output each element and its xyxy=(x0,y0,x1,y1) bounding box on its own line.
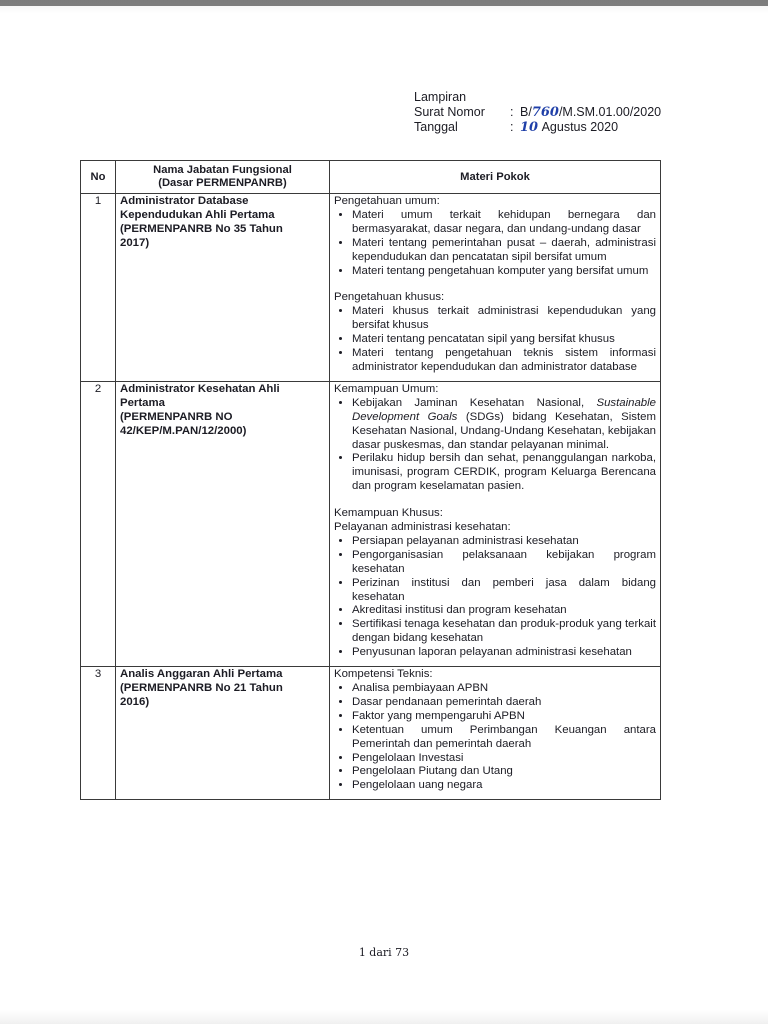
cell-bottom-padding xyxy=(334,375,656,379)
materi-list xyxy=(334,305,656,375)
materi-list-item: • Perizinan institusi dan pemberi jasa dalam bidang kesehatan xyxy=(352,577,656,605)
jabatan-title-line: Kependudukan Ahli Pertama xyxy=(120,208,275,221)
letter-header xyxy=(414,90,661,135)
materi-list-item: • Persiapan pelayanan administrasi kesehatan xyxy=(352,535,656,549)
header-no: No xyxy=(81,161,116,194)
materi-list-item: • Faktor yang mempengaruhi APBN xyxy=(352,710,656,724)
block-spacer xyxy=(334,494,656,507)
surat-nomor-handwritten: 760 xyxy=(531,105,559,120)
materi-list-item: • Penyusunan laporan pelayanan administrasi kesehatan xyxy=(352,646,656,660)
jabatan-title-line: (PERMENPANRB No 21 Tahun xyxy=(120,682,283,694)
tanggal-handwritten-day: 10 xyxy=(520,120,539,135)
materi-list-item: • Materi tentang pengetahuan teknis sistem informasi administrator kependudukan dan administrator database xyxy=(352,347,656,375)
materi-list-item: • Pengorganisasian pelaksanaan kebijakan program kesehatan xyxy=(352,549,656,577)
materi-list xyxy=(334,397,656,494)
materi-list-item: • Perilaku hidup bersih dan sehat, penanggulangan narkoba, imunisasi, program CERDIK, program Keluarga Berencana dan program keselamatan pasien. xyxy=(352,452,656,494)
surat-nomor-row xyxy=(414,105,661,120)
materi-heading: Kemampuan Umum: xyxy=(334,382,439,395)
jabatan-title-line: (PERMENPANRB NO xyxy=(120,410,233,423)
page-number: 1 dari 73 xyxy=(358,946,410,959)
jabatan-title xyxy=(116,194,330,382)
jabatan-title-line: (PERMENPANRB No 35 Tahun xyxy=(120,222,283,235)
jabatan-title-line: Administrator Kesehatan Ahli xyxy=(120,382,280,395)
materi-heading: Pengetahuan khusus: xyxy=(334,291,445,304)
materi-list-item: • Pengelolaan Investasi xyxy=(352,752,656,766)
materi-list xyxy=(334,535,656,660)
materi-list-item: • Materi tentang pemerintahan pusat – daerah, administrasi kependudukan dan pencatatan sipil bersifat umum xyxy=(352,237,656,265)
materi-pokok-cell xyxy=(330,194,661,382)
materi-list-item: • Analisa pembiayaan APBN xyxy=(352,682,656,696)
materi-heading: Kemampuan Khusus: xyxy=(334,507,443,520)
tanggal-colon: : xyxy=(510,120,514,134)
tanggal-month-year: Agustus 2020 xyxy=(541,120,619,134)
lampiran-label: Lampiran xyxy=(414,90,467,104)
materi-list-item: • Materi tentang pencatatan sipil yang bersifat khusus xyxy=(352,333,656,347)
row-number: 3 xyxy=(81,667,116,800)
jabatan-title-line: 2017) xyxy=(120,236,150,249)
tanggal-label: Tanggal xyxy=(414,120,458,134)
row-number: 2 xyxy=(81,381,116,666)
header-nama-line2: (Dasar PERMENPANRB) xyxy=(158,177,287,189)
table-row xyxy=(81,381,661,666)
table-row xyxy=(81,194,661,382)
materi-heading: Pengetahuan umum: xyxy=(334,195,440,207)
block-spacer xyxy=(334,278,656,291)
cell-bottom-padding xyxy=(334,793,656,797)
cell-bottom-padding xyxy=(334,660,656,664)
jabatan-title-line: Analis Anggaran Ahli Pertama xyxy=(120,668,283,681)
jabatan-title-line: 42/KEP/M.PAN/12/2000) xyxy=(120,424,247,437)
tanggal-row xyxy=(414,120,661,135)
materi-list-item: • Materi tentang pengetahuan komputer yang bersifat umum xyxy=(352,265,656,279)
materi-pokok-cell xyxy=(330,381,661,666)
materi-list-item: • Ketentuan umum Perimbangan Keuangan antara Pemerintah dan pemerintah daerah xyxy=(352,724,656,752)
materi-list-item: • Akreditasi institusi dan program kesehatan xyxy=(352,604,656,618)
jabatan-title-line: Administrator Database xyxy=(120,195,249,207)
materi-pokok-cell xyxy=(330,667,661,800)
materi-list-item: • Kebijakan Jaminan Kesehatan Nasional, Sustainable Development Goals (SDGs) bidang Kesehatan, Sistem Kesehatan Nasional, Undang-Undang Kesehatan, kebijakan dasar puskesmas, dan standar pelayanan minimal. xyxy=(352,397,656,453)
table-body xyxy=(81,194,661,800)
materi-subheading: Pelayanan administrasi kesehatan: xyxy=(334,521,511,534)
materi-list-item: • Pengelolaan Piutang dan Utang xyxy=(352,765,656,779)
jabatan-title-line: 2016) xyxy=(120,695,150,708)
materi-list-item: • Sertifikasi tenaga kesehatan dan produk-produk yang terkait dengan bidang kesehatan xyxy=(352,618,656,646)
scan-edge xyxy=(0,0,768,6)
jabatan-title-line: Pertama xyxy=(120,396,165,409)
surat-nomor-label: Surat Nomor xyxy=(414,105,485,119)
materi-list-item: • Materi umum terkait kehidupan bernegara dan bermasyarakat, dasar negara, dan undang-undang dasar xyxy=(352,209,656,237)
materi-list-item: • Dasar pendanaan pemerintah daerah xyxy=(352,696,656,710)
surat-nomor-suffix: /M.SM.01.00/2020 xyxy=(558,105,662,119)
table-header-row xyxy=(81,161,661,194)
jabatan-title xyxy=(116,667,330,800)
materi-table xyxy=(80,160,661,800)
materi-list-item: • Materi khusus terkait administrasi kependudukan yang bersifat khusus xyxy=(352,305,656,333)
materi-list xyxy=(334,209,656,279)
table-row xyxy=(81,667,661,800)
jabatan-title xyxy=(116,381,330,666)
header-nama-line1: Nama Jabatan Fungsional xyxy=(153,164,292,176)
surat-nomor-prefix: B/ xyxy=(520,105,532,119)
materi-list xyxy=(334,682,656,793)
lampiran-row xyxy=(414,90,661,105)
header-materi-pokok: Materi Pokok xyxy=(330,161,661,194)
materi-heading: Kompetensi Teknis: xyxy=(334,668,433,681)
row-number: 1 xyxy=(81,194,116,382)
header-nama-jabatan xyxy=(116,161,330,194)
surat-nomor-colon: : xyxy=(510,105,514,119)
materi-list-item: • Pengelolaan uang negara xyxy=(352,779,656,793)
